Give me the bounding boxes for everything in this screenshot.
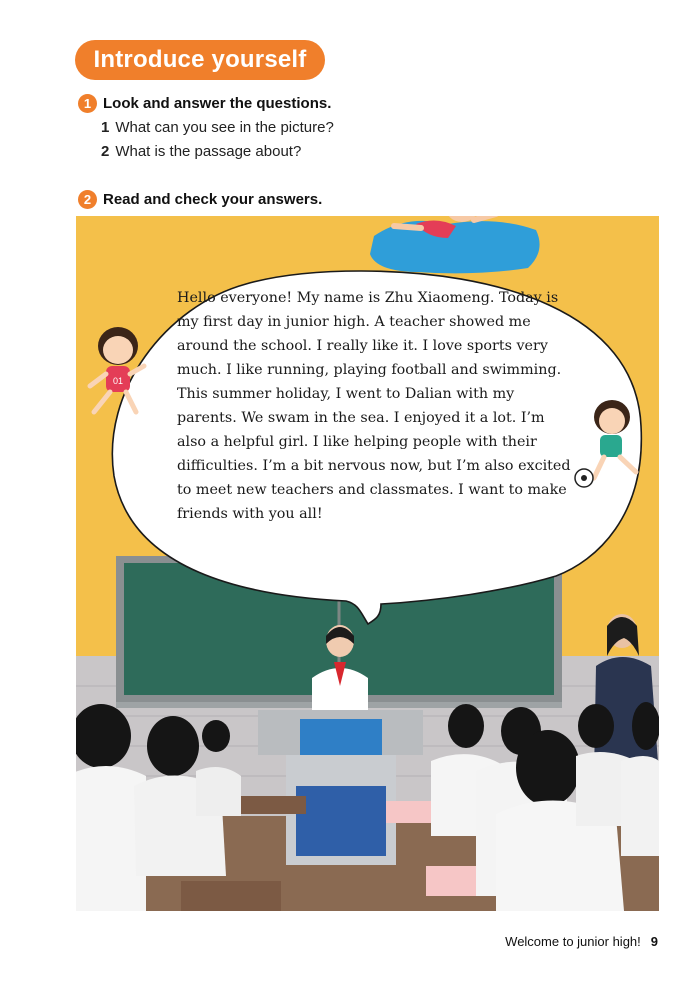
question-1 — [101, 119, 334, 136]
step-2-instruction: Read and check your answers. — [103, 191, 323, 208]
step-2-number-badge: 2 — [78, 190, 97, 209]
question-1-number: 1 — [101, 119, 110, 136]
passage-text: Hello everyone! My name is Zhu Xiaomeng. Today is my first day in junior high. A teacher showed me around the school. I really like it. I love sports very much. I like running, playing football and swimming. This summer holiday, I went to Dalian with my parents. We swam in the sea. I enjoyed it a lot. I’m also a helpful girl. I like helping people with their difficulties. I’m a bit nervous now, but I’m also excited to meet new teachers and classmates. I want to make friends with you all! — [177, 290, 571, 522]
question-2 — [101, 143, 301, 160]
section-title: Introduce yourself — [75, 40, 325, 80]
step-1-number-badge: 1 — [78, 94, 97, 113]
question-2-text: What is the passage about? — [115, 143, 302, 160]
step-2-heading — [78, 190, 322, 209]
step-1-instruction: Look and answer the questions. — [103, 95, 332, 112]
question-2-number: 2 — [101, 143, 110, 160]
teacher — [594, 614, 659, 776]
page-footer — [505, 934, 658, 949]
page-number: 9 — [650, 934, 658, 949]
step-1-heading — [78, 94, 331, 113]
jersey-number: 01 — [112, 376, 124, 386]
running-title: Welcome to junior high! — [505, 934, 641, 949]
question-1-text: What can you see in the picture? — [115, 119, 334, 136]
